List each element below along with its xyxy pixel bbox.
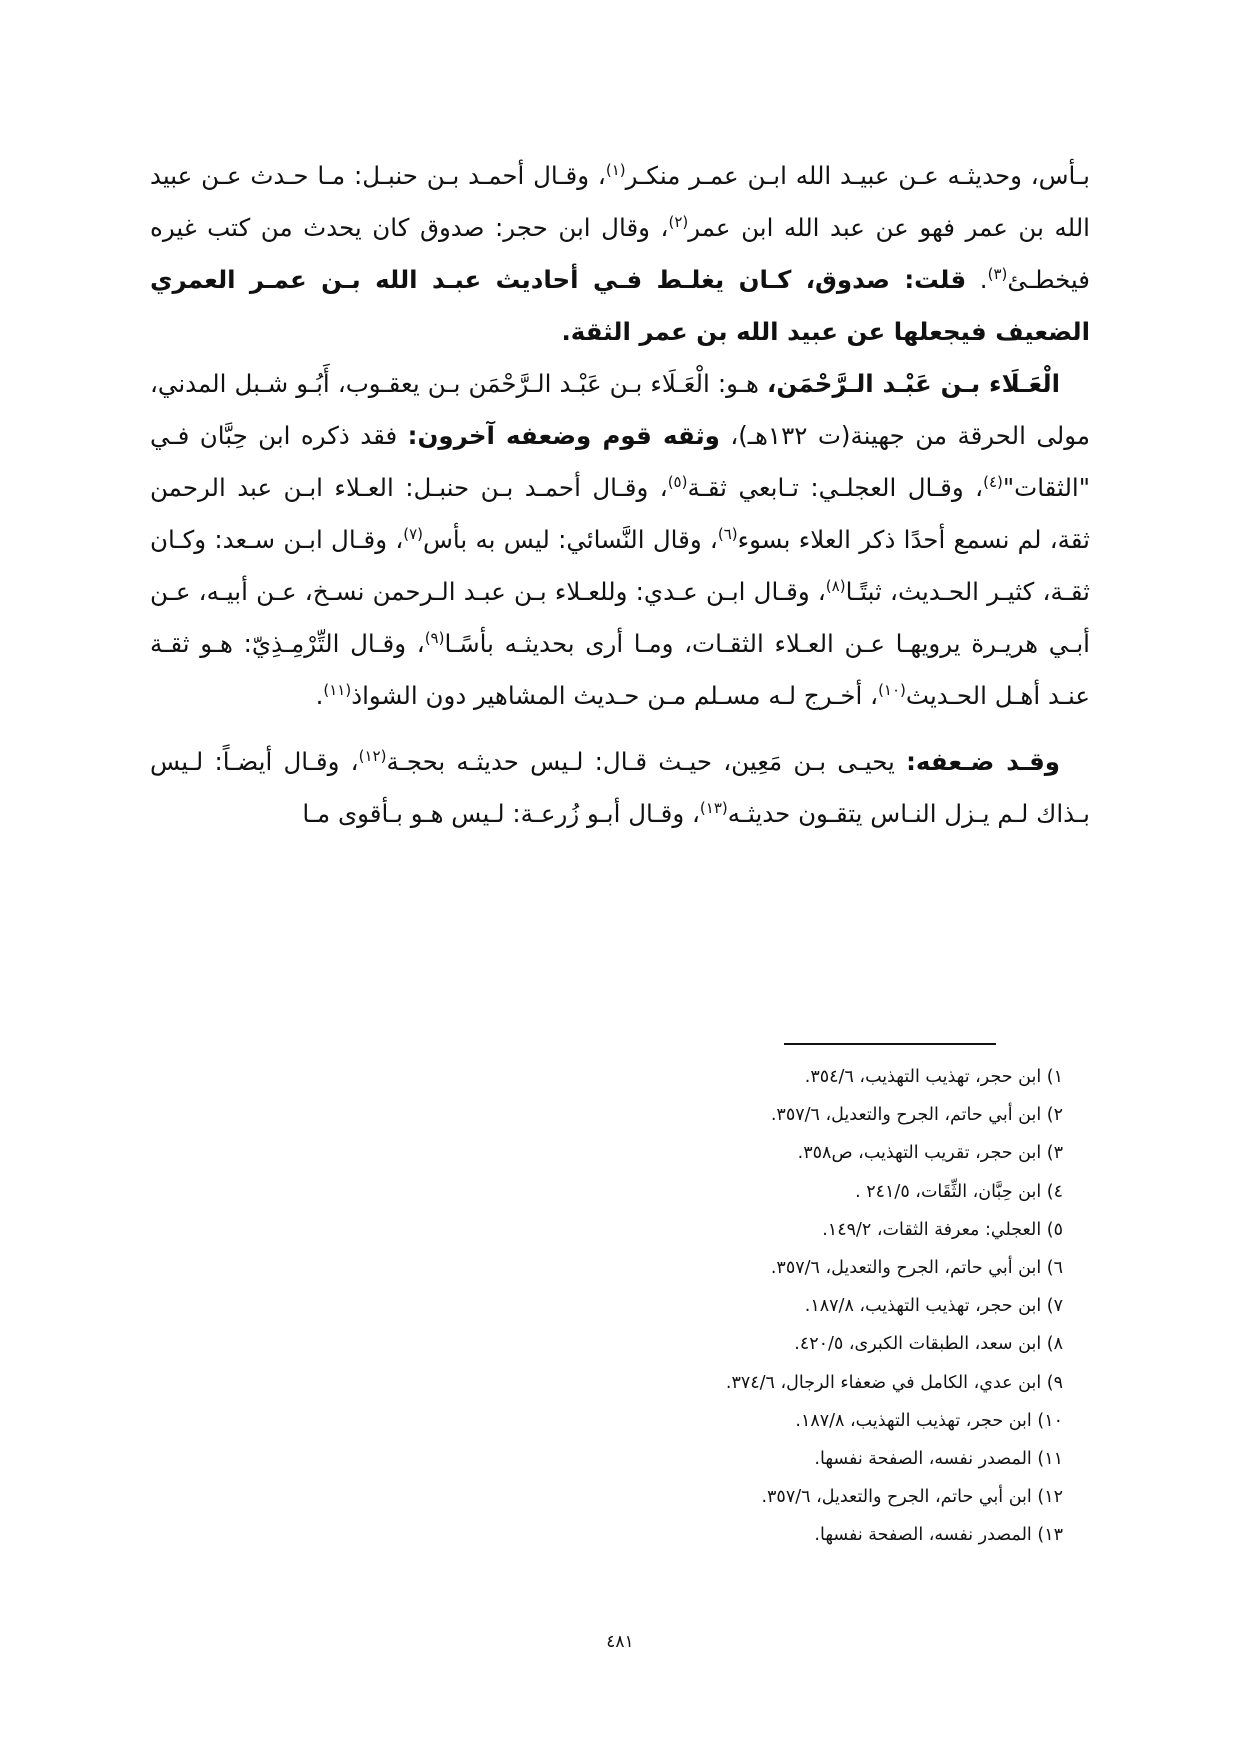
- footnote-ref-12: (١٢): [358, 747, 387, 765]
- text-run: ، وقـال أحمـد بـن حنبـل: العـلاء ابـن عبد الرحمن ثقة، لم نسمع أحدًا ذكر العلاء بسوء: [150, 473, 1090, 554]
- footnote-ref-1: (١): [605, 161, 626, 179]
- text-run: ، وقال ابن حجر: صدوق كان يحدث من كتب غيره فيخطـئ: [150, 213, 1090, 294]
- paragraph-1: [150, 150, 1090, 358]
- footnotes-list: [150, 1058, 1063, 1555]
- text-run: بـأس، وحديثـه عـن عبيـد الله ابـن عمـر منكـر: [625, 161, 1091, 190]
- footnote-ref-8: (٨): [825, 577, 846, 595]
- text-run: ، وقـال أبـو زُرعـة: لـيس هـو بـأقوى مـا: [302, 799, 700, 828]
- text-run: يحيـى بـن مَعِين، حيـث قـال: لـيس حديثـه بحجـة: [386, 747, 907, 776]
- footnote-4: ٤) ابن حِبَّان، الثِّقَات، ٢٤١/٥ .: [855, 1181, 1063, 1202]
- text-run: ، وقال النَّسائي: ليس به بأس: [423, 525, 718, 554]
- footnote-11: ١١) المصدر نفسه، الصفحة نفسها.: [814, 1449, 1063, 1470]
- page-number: ٤٨١: [606, 1632, 634, 1652]
- footnote-ref-9: (٩): [424, 629, 445, 647]
- footnote-8: ٨) ابن سعد، الطبقات الكبرى، ٤٢٠/٥.: [794, 1334, 1063, 1355]
- footnote-12: ١٢) ابن أبي حاتم، الجرح والتعديل، ٣٥٧/٦.: [761, 1487, 1063, 1508]
- footnote-3: ٣) ابن حجر، تقريب التهذيب، ص٣٥٨.: [797, 1143, 1063, 1164]
- text-run: ، وقـال أيضـاً: لـيس بـذاك لـم يـزل النـاس يتقـون حديثـه: [150, 747, 1090, 828]
- footnote-ref-11: (١١): [323, 681, 352, 699]
- footnote-5: ٥) العجلي: معرفة الثقات، ١٤٩/٢.: [822, 1219, 1063, 1240]
- text-run: .: [966, 265, 988, 294]
- footnote-9: ٩) ابن عدي، الكامل في ضعفاء الرجال، ٣٧٤/٦.: [725, 1372, 1063, 1393]
- narrator-name: الْعَـلَاء بـن عَبْـد الـرَّحْمَن،: [767, 369, 1060, 398]
- footnote-ref-5: (٥): [667, 473, 688, 491]
- footnote-separator: [784, 1043, 996, 1045]
- bold-verdict: وثقه قوم وضعفه آخرون:: [407, 421, 720, 450]
- footnote-6: ٦) ابن أبي حاتم، الجرح والتعديل، ٣٥٧/٦.: [770, 1258, 1063, 1279]
- text-run: ، وقـال التِّرْمِـذِيّ: هـو ثقـة عنـد أهـل الحـديث: [150, 629, 1090, 710]
- footnote-10: ١٠) ابن حجر، تهذيب التهذيب، ١٨٧/٨.: [795, 1410, 1063, 1431]
- footnote-ref-2: (٢): [668, 213, 689, 231]
- text-run: ، وقـال ابـن عـدي: وللعـلاء بـن عبـد الـرحمن نسـخ، عـن أبيـه، عـن أبـي هريـرة يرويهـا عـن العـلاء الثقـات، ومـا أرى بحديثـه بأسًـا: [150, 577, 1090, 658]
- footnote-1: ١) ابن حجر، تهذيب التهذيب، ٣٥٤/٦.: [804, 1067, 1063, 1087]
- footnote-ref-10: (١٠): [878, 681, 906, 699]
- bold-statement: قلت: صدوق، كـان يغلـط فـي أحاديث عبـد الله بـن عمـر العمري الضعيف فيجعلها عن عبيد الله بن عمر الثقة.: [150, 265, 1090, 346]
- text-run: ، وقـال أحمـد بـن حنبـل: مـا حـدث عـن عبيد الله بن عمر فهو عن عبد الله ابن عمر: [150, 161, 1090, 242]
- text-run: ، أخـرج لـه مسـلم مـن حـديث المشاهير دون الشواذ: [351, 681, 879, 710]
- main-text: [150, 150, 1090, 840]
- footnote-ref-13: (١٣): [699, 799, 728, 817]
- bold-lead: وقـد ضـعفه:: [906, 747, 1060, 776]
- text-run: هـو: الْعَـلَاء بـن عَبْـد الـرَّحْمَن بـن يعقـوب، أَبُـو شـبل المدني، مولى الحرقة من جهينة(ت ١٣٢هـ)،: [150, 369, 1090, 450]
- footnote-ref-6: (٦): [717, 525, 738, 543]
- text-run: .: [315, 681, 324, 710]
- footnote-13: ١٣) المصدر نفسه، الصفحة نفسها.: [814, 1525, 1063, 1546]
- footnote-ref-4: (٤): [983, 473, 1003, 491]
- text-run: ، وقـال العجلـي: تـابعي ثقـة: [687, 473, 984, 502]
- footnote-2: ٢) ابن أبي حاتم، الجرح والتعديل، ٣٥٧/٦.: [770, 1105, 1063, 1126]
- text-run: ، وقـال ابـن سـعد: وكـان ثقـة، كثيـر الحـديث، ثبتًـا: [150, 525, 1090, 606]
- footnote-7: ٧) ابن حجر، تهذيب التهذيب، ١٨٧/٨.: [804, 1296, 1063, 1317]
- footnote-ref-3: (٣): [987, 265, 1008, 283]
- paragraph-2: [150, 358, 1090, 722]
- footnote-ref-7: (٧): [403, 525, 424, 543]
- text-run: فقد ذكره ابن حِبَّان فـي "الثقات": [150, 421, 1090, 502]
- paragraph-3: [150, 736, 1090, 840]
